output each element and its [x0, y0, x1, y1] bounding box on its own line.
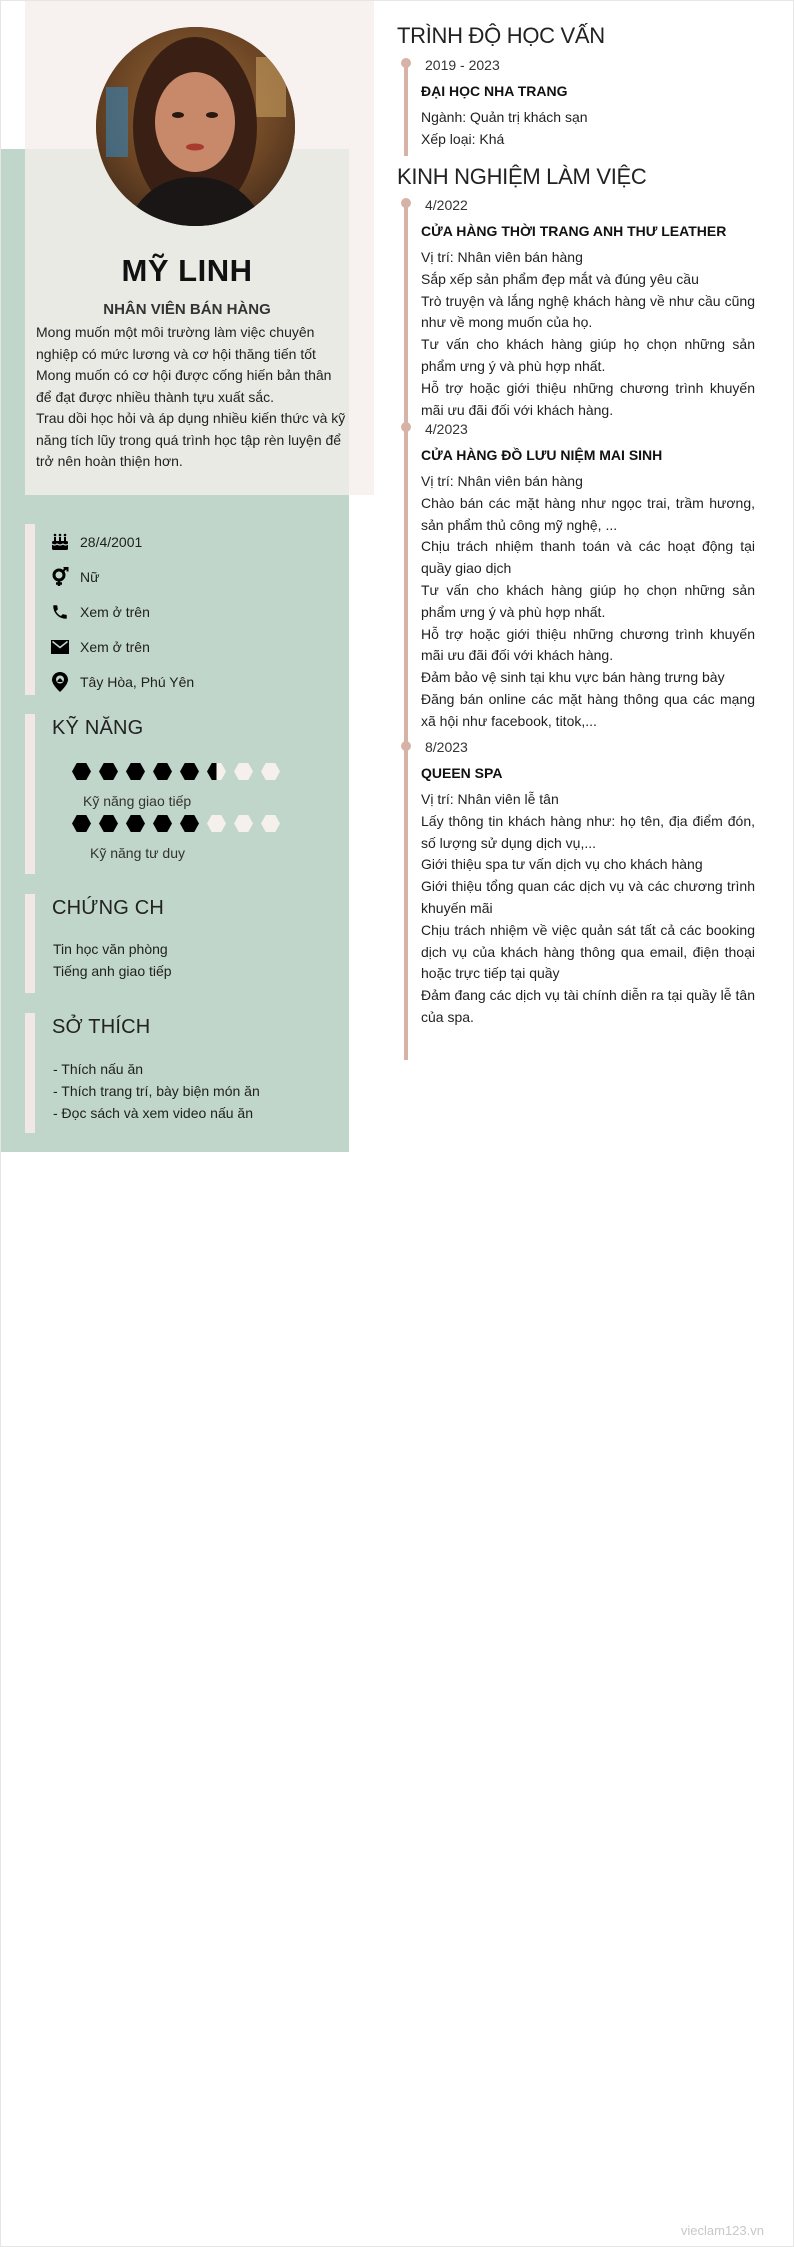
rating-hexagon-filled [72, 815, 91, 832]
certificates-section [25, 894, 349, 993]
email-icon [50, 637, 70, 657]
contact-section [25, 524, 349, 695]
rating-hexagon-empty [234, 763, 253, 780]
certificate-item: Tin học văn phòng [53, 941, 168, 957]
certificate-item: Tiếng anh giao tiếp [53, 963, 172, 979]
rating-hexagon-half [207, 763, 226, 780]
experience-line: Lấy thông tin khách hàng như: họ tên, địa điểm đón, số lượng sử dụng dịch vụ,... [421, 812, 755, 851]
rating-hexagon-empty [261, 815, 280, 832]
rating-hexagon-filled [126, 763, 145, 780]
objective-line: nghiệp có mức lương và cơ hội thăng tiến tốt [36, 345, 316, 362]
experience-line: Giới thiệu tổng quan các dịch vụ và các chương trình khuyến mãi [421, 878, 755, 916]
experience-line: Vị trí: Nhân viên bán hàng [421, 249, 583, 265]
candidate-name: MỸ LINH [121, 253, 253, 288]
rating-hexagon-empty [207, 815, 226, 832]
rating-hexagon-empty [234, 815, 253, 832]
experience-line: Đảm bảo vệ sinh tại khu vực bán hàng trưng bày [421, 669, 725, 686]
avatar [96, 27, 295, 226]
contact-value: Xem ở trên [80, 639, 150, 655]
rating-hexagon-filled [153, 815, 172, 832]
experience-line: Đăng bán online các mặt hàng thông qua các mạng xã hội như facebook, titok,... [421, 690, 755, 729]
section-accent-bar [25, 714, 35, 874]
contact-gender [50, 565, 99, 589]
experience-details [421, 247, 755, 421]
experience-details [421, 789, 755, 1029]
certificates-heading: CHỨNG CH [52, 897, 165, 919]
timeline-dot [401, 422, 411, 432]
experience-line: Vị trí: Nhân viên bán hàng [421, 473, 583, 489]
contact-phone [50, 600, 150, 624]
section-accent-bar [25, 894, 35, 993]
timeline-dot [401, 198, 411, 208]
timeline-dot [401, 741, 411, 751]
experience-line: Chịu trách nhiệm về việc quản sát tất cả các booking dịch vụ của khách hàng thông qua email, điện thoại hoặc trực tiếp tại quầy [421, 921, 755, 982]
hobbies-heading: SỞ THÍCH [52, 1016, 151, 1038]
location-icon [50, 672, 70, 692]
skill-label: Kỹ năng giao tiếp [83, 793, 192, 809]
rating-hexagon-filled [126, 815, 145, 832]
education-timeline [404, 60, 408, 156]
phone-icon [50, 602, 70, 622]
experience-timeline [404, 200, 408, 1060]
gender-icon [50, 567, 70, 587]
experience-date: 4/2022 [425, 197, 468, 213]
objective-line: Trau dồi học hỏi và áp dụng nhiều kiến thức và kỹ [36, 410, 346, 426]
education-details [421, 107, 755, 151]
experience-line: Tư vấn cho khách hàng giúp họ chọn những sản phẩm ưng ý và phù hợp nhất. [421, 581, 755, 620]
contact-value: Xem ở trên [80, 604, 150, 620]
rating-hexagon-filled [180, 815, 199, 832]
rating-hexagon-filled [99, 763, 118, 780]
education-date: 2019 - 2023 [425, 57, 500, 73]
rating-hexagon-filled [153, 763, 172, 780]
skill-label: Kỹ năng tư duy [90, 845, 185, 861]
experience-line: Đảm đang các dịch vụ tài chính diễn ra tại quầy lễ tân của spa. [421, 987, 755, 1025]
birthday-cake-icon [50, 532, 70, 552]
objective-line: Mong muốn có cơ hội được cống hiến bản thân [36, 367, 332, 383]
hobbies-section [25, 1013, 349, 1133]
experience-line: Giới thiệu spa tư vấn dịch vụ cho khách hàng [421, 856, 703, 873]
experience-line: Chịu trách nhiệm thanh toán và các hoạt động tại quầy giao dịch [421, 538, 755, 577]
experience-line: Vị trí: Nhân viên lễ tân [421, 791, 559, 807]
rating-hexagon-filled [99, 815, 118, 832]
watermark: vieclam123.vn [680, 2223, 764, 2238]
experience-company: QUEEN SPA [421, 765, 503, 781]
education-school: ĐẠI HỌC NHA TRANG [421, 83, 568, 99]
objective-line: trở nên hoàn thiện hơn. [36, 453, 183, 469]
objective-line: năng tích lũy trong quá trình học tập rèn luyện để [36, 431, 342, 448]
education-heading: TRÌNH ĐỘ HỌC VẤN [397, 23, 605, 48]
experience-company: CỬA HÀNG ĐỒ LƯU NIỆM MAI SINH [421, 447, 663, 463]
experience-line: Hỗ trợ hoặc giới thiệu những chương trình khuyến mãi ưu đãi đối với khách hàng. [421, 625, 755, 664]
experience-company: CỬA HÀNG THỜI TRANG ANH THƯ LEATHER [421, 223, 727, 239]
experience-line: Trò truyện và lắng nghệ khách hàng về như cầu cũng như về mong muốn của họ. [421, 292, 755, 331]
contact-email [50, 635, 150, 659]
rating-hexagon-empty [261, 763, 280, 780]
skill-rating-thinking [72, 815, 280, 832]
hobby-item: - Đọc sách và xem video nấu ăn [53, 1105, 253, 1121]
hobby-item: - Thích trang trí, bày biện món ăn [53, 1083, 260, 1099]
experience-line: Sắp xếp sản phẩm đẹp mắt và đúng yêu cầu [421, 270, 699, 287]
hobby-item: - Thích nấu ăn [53, 1061, 144, 1077]
contact-value: Tây Hòa, Phú Yên [80, 674, 195, 690]
experience-heading: KINH NGHIỆM LÀM VIỆC [397, 164, 647, 189]
experience-line: Tư vấn cho khách hàng giúp họ chọn những sản phẩm ưng ý và phù hợp nhất. [421, 336, 755, 374]
contact-value: 28/4/2001 [80, 534, 143, 550]
job-title: NHÂN VIÊN BÁN HÀNG [103, 301, 271, 318]
contact-address [50, 670, 194, 694]
objective-line: Mong muốn một môi trường làm việc chuyên [36, 324, 315, 340]
education-line: Xếp loại: Khá [421, 130, 505, 147]
education-line: Ngành: Quản trị khách sạn [421, 109, 588, 125]
rating-hexagon-filled [180, 763, 199, 780]
experience-date: 4/2023 [425, 421, 468, 437]
experience-details [421, 471, 755, 733]
rating-hexagon-filled [72, 763, 91, 780]
objective-line: để đạt được nhiều thành tựu xuất sắc. [36, 388, 275, 405]
skills-section [25, 714, 349, 874]
section-accent-bar [25, 524, 35, 695]
experience-line: Chào bán các mặt hàng như ngọc trai, trầm hương, sản phẩm thủ công mỹ nghệ, ... [421, 494, 755, 533]
experience-line: Hỗ trợ hoặc giới thiệu những chương trình khuyến mãi ưu đãi đối với khách hàng. [421, 379, 755, 418]
contact-birthday [50, 530, 142, 554]
career-objective [36, 322, 356, 473]
experience-date: 8/2023 [425, 739, 468, 755]
skills-heading: KỸ NĂNG [52, 717, 144, 739]
timeline-dot [401, 58, 411, 68]
skill-rating-communication [72, 763, 280, 780]
section-accent-bar [25, 1013, 35, 1133]
contact-value: Nữ [80, 569, 100, 585]
portrait-image [96, 27, 295, 226]
